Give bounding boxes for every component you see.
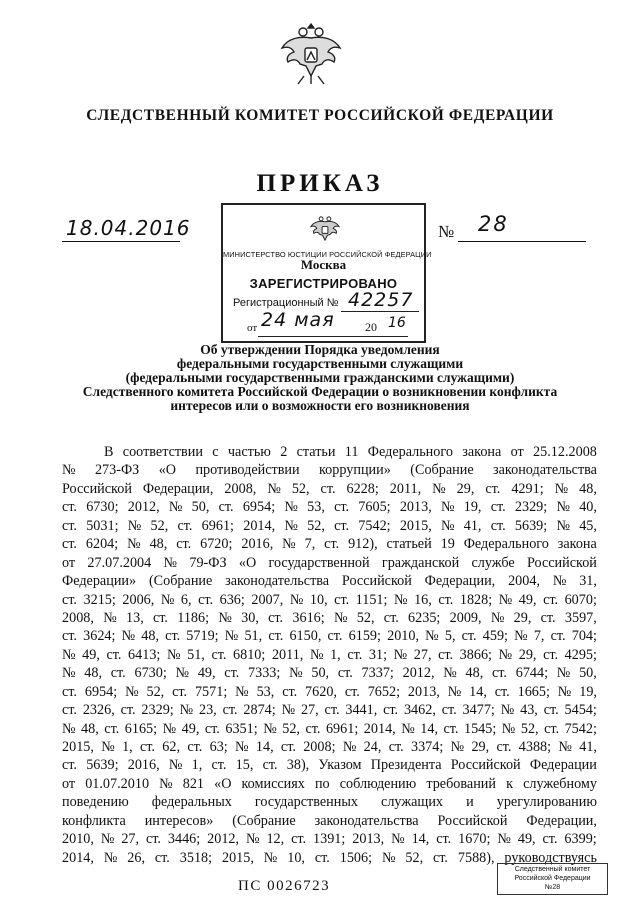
corner-registration-stamp	[497, 863, 608, 895]
corner-stamp-line: Российской Федерации	[514, 874, 591, 882]
body-line: от 27.07.2004 № 79-ФЗ «О государственной гражданской службе Российской	[62, 554, 597, 571]
body-line: ст. 6730; 2012, № 50, ст. 6954; № 53, ст. 7605; 2013, № 19, ст. 2329; № 40,	[62, 499, 597, 516]
body-line: ст. 3215; 2006, № 6, ст. 636; 2007, № 10, ст. 1151; № 16, ст. 1828; № 49, ст. 6070;	[62, 591, 597, 608]
registration-stamp	[221, 203, 432, 343]
stamp-coat-of-arms-icon	[309, 211, 341, 247]
body-line: № 273-ФЗ «О противодействии коррупции» (Собрание законодательства	[62, 462, 597, 479]
body-line: 2010, № 27, ст. 3446; 2012, № 12, ст. 1391; 2013, № 14, ст. 1670; № 49, ст. 6399;	[62, 831, 597, 848]
body-line: ст. 5031; № 52, ст. 6961; 2014, № 52, ст. 7542; 2015, № 41, ст. 5639; № 45,	[62, 517, 597, 534]
body-text	[62, 443, 597, 867]
body-line: конфликта интересов» (Собрание законодательства Российской Федерации,	[62, 812, 597, 829]
stamp-date-prefix: от	[247, 322, 258, 334]
order-date: 18.04.2016	[66, 216, 191, 240]
stamp-reg-label: Регистрационный №	[233, 297, 339, 309]
body-line: ст. 5639; 2016, № 1, ст. 15, ст. 38), Указом Президента Российской Федерации	[62, 757, 597, 774]
coat-of-arms-icon	[278, 18, 344, 88]
body-line: ст. 2326, ст. 2329; № 23, ст. 2874; № 27, ст. 3441, ст. 3462, ст. 3477; № 43, ст. 5454;	[62, 702, 597, 719]
stamp-city: Москва	[300, 257, 347, 272]
body-line: № 48, ст. 6730; № 49, ст. 7333; № 50, ст. 7337; 2012, № 48, ст. 6744; № 50,	[62, 665, 597, 682]
stamp-status: ЗАРЕГИСТРИРОВАНО	[249, 276, 398, 291]
subject-line: Об утверждении Порядка уведомления	[200, 342, 440, 357]
body-line: ст. 6204; № 48, ст. 6720; 2016, № 7, ст. 912), статьей 19 Федерального закона	[62, 536, 597, 553]
stamp-reg-number: 42257	[348, 289, 414, 311]
body-line: № 48, ст. 6165; № 49, ст. 6351; № 52, ст. 6961; 2014, № 14, ст. 1545; № 52, ст. 7542;	[62, 720, 597, 737]
subject-line: федеральными государственными служащими	[176, 356, 464, 371]
body-line: Российской Федерации, 2008, № 52, ст. 6228; 2011, № 29, ст. 4291; № 48,	[62, 480, 597, 497]
body-line: 2008, № 13, ст. 1186; № 30, ст. 3616; № 52, ст. 6235; 2009, № 29, ст. 3597,	[62, 609, 597, 626]
corner-stamp-line: №28	[544, 883, 561, 891]
subject-line: (федеральными государственными гражданскими служащими)	[125, 370, 515, 385]
number-sign: №	[438, 222, 455, 241]
order-number: 28	[478, 212, 509, 236]
body-line: Федерации» (Собрание законодательства Российской Федерации, 2004, № 31,	[62, 573, 597, 590]
date-underline	[62, 241, 180, 242]
stamp-handwritten-date: 24 мая	[261, 309, 335, 331]
body-line: поведению федеральных государственных служащих и урегулированию	[62, 794, 597, 811]
organization-name: СЛЕДСТВЕННЫЙ КОМИТЕТ РОССИЙСКОЙ ФЕДЕРАЦИИ	[86, 107, 554, 124]
stamp-year-handwritten: 16	[388, 315, 406, 331]
body-line: 2014, № 26, ст. 3518; 2015, № 10, ст. 1506; № 52, ст. 7588), руководствуясь	[62, 849, 597, 866]
body-line: В соответствии с частью 2 статьи 11 Федерального закона от 25.12.2008	[104, 444, 597, 460]
corner-stamp-line: Следственный комитет	[514, 866, 591, 873]
form-serial-number: ПС 0026723	[238, 878, 331, 894]
subject-line: Следственного комитета Российской Федерации о возникновении конфликта	[82, 384, 558, 399]
subject-line: интересов или о возможности его возникновения	[170, 398, 470, 413]
stamp-date-underline	[258, 336, 408, 337]
number-underline	[458, 241, 586, 242]
body-line: от 01.07.2010 № 821 «О комиссиях по соблюдению требований к служебному	[62, 775, 597, 792]
stamp-reg-underline	[341, 311, 419, 312]
stamp-year-printed: 20	[365, 320, 377, 334]
order-subject	[40, 343, 600, 413]
body-line: № 49, ст. 6413; № 51, ст. 6810; 2011, № 1, ст. 31; № 27, ст. 3866; № 29, ст. 4295;	[62, 646, 597, 663]
body-line: ст. 3624; № 48, ст. 5719; № 51, ст. 6150, ст. 6159; 2010, № 5, ст. 459; № 7, ст. 704;	[62, 628, 597, 645]
body-line: 2015, № 1, ст. 62, ст. 63; № 14, ст. 2008; № 24, ст. 3374; № 29, ст. 4388; № 41,	[62, 739, 597, 755]
body-line: ст. 6954; № 52, ст. 7571; № 53, ст. 7620, ст. 7652; 2013, № 14, ст. 1665; № 19,	[62, 683, 597, 700]
stamp-ministry: МИНИСТЕРСТВО ЮСТИЦИИ РОССИЙСКОЙ ФЕДЕРАЦИИ	[223, 250, 432, 259]
document-type-title: ПРИКАЗ	[256, 170, 384, 197]
